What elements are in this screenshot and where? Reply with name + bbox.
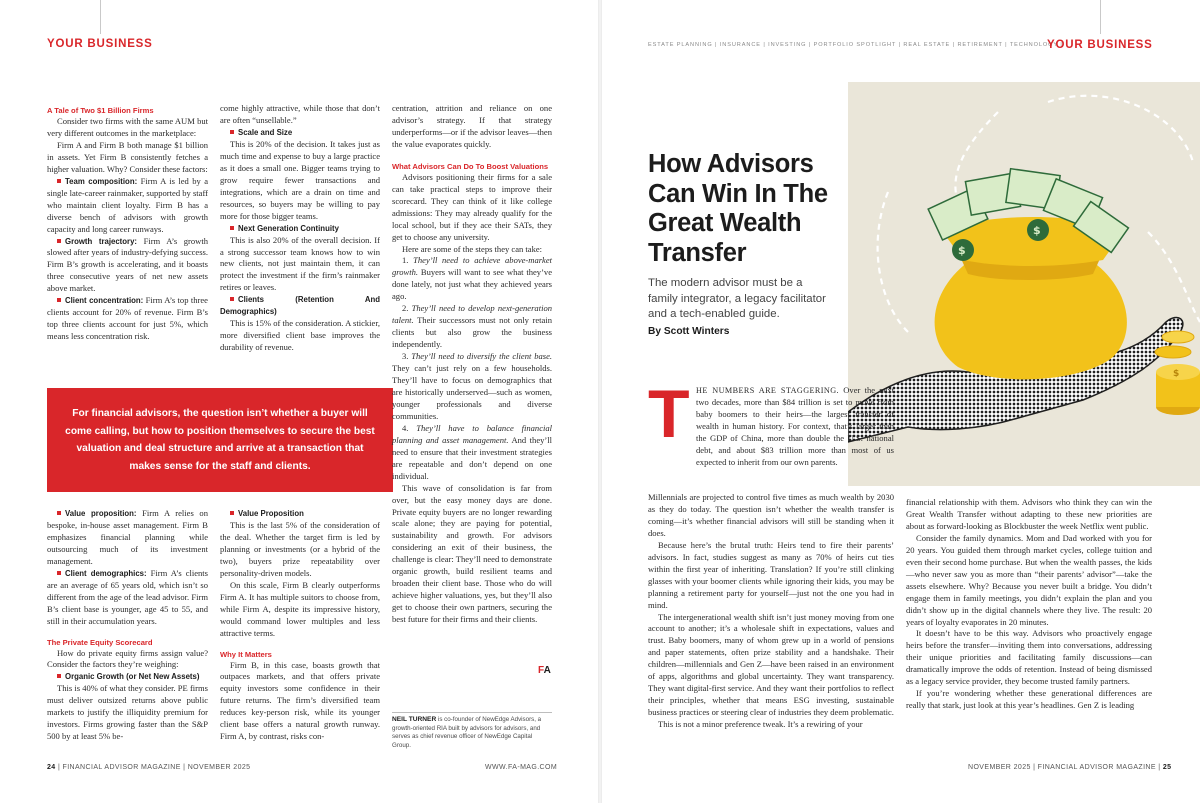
subhead-why: Why It Matters bbox=[220, 649, 272, 659]
step-2 bbox=[392, 303, 552, 351]
step-number: 1. bbox=[402, 255, 414, 266]
subhead-scale bbox=[220, 127, 380, 139]
bullet-text: Firm A relies on bespoke, in-house asset management. Firm B emphasizes financial planning while outsourcing much of its investment management. bbox=[47, 508, 208, 566]
step-number: 3. bbox=[402, 351, 412, 362]
fa-letter-a: A bbox=[543, 665, 551, 676]
paragraph: come highly attractive, while those that don’t are often “unsellable.” bbox=[220, 103, 380, 125]
section-header-right: YOUR BUSINESS bbox=[1047, 39, 1153, 51]
page-number: 24 bbox=[47, 764, 56, 771]
subhead-label: Next Generation Continuity bbox=[238, 223, 339, 233]
bullet-square-icon bbox=[230, 511, 234, 515]
hand-money-bag-illustration bbox=[848, 82, 1200, 486]
author-text: is co-founder of NewEdge Advisors, a growth-oriented RIA built by advisors for advisors, and serves as chief revenue officer of NewEdge Capital Group. bbox=[392, 716, 542, 749]
bullet-text: Firm A’s clients are an average of 65 years old, which isn’t so different from the age of the lead advisor. Firm B’s client base is younger, age 45 to 55, and still in their accumulation years. bbox=[47, 567, 209, 626]
article-title: How Advisors Can Win In The Great Wealth Transfer bbox=[648, 150, 828, 267]
paragraph: centration, attrition and reliance on one advisor’s strategy. If that strategy underperforms—or if the advisor leaves—then the value evaporates quickly. bbox=[392, 103, 552, 149]
subhead-what: What Advisors Can Do To Boost Valuations bbox=[392, 161, 549, 171]
paragraph: Here are some of the steps they can take: bbox=[402, 243, 543, 254]
lead-caps: HE NUMBERS ARE STAGGERING. bbox=[696, 386, 839, 395]
paragraph: Advisors positioning their firms for a sale can take practical steps to improve their scorecard. They can think of it like college admissions: They may already qualify for the local school, but if they ace their SATs, they get to choose any university. bbox=[392, 171, 552, 242]
bullet-square-icon bbox=[230, 297, 234, 301]
bullet-text: Firm A’s top three clients account for 20% of revenue. Firm B’s top three clients account for just 5%, which means less concentration risk. bbox=[47, 295, 208, 342]
paragraph: If you’re wondering whether these generational differences are really that stark, just look at this year’s headlines. Gen Z is leading bbox=[906, 688, 1152, 711]
paragraph: How do private equity firms assign value? Consider the factors they’re weighing: bbox=[47, 647, 208, 670]
bullet-square-icon bbox=[57, 179, 61, 183]
paragraph: This is also 20% of the overall decision. If a strong successor team knows how to win new clients, not just maintain them, it can protect the investment if the firm’s rainmaker retires or leaves. bbox=[220, 234, 380, 293]
lead-text: Over the next two decades, more than $84 trillion is set to move from baby boomers to their heirs—the largest transfer of wealth in human history. For context, that’s larger than the GDP of China, more than double the U.S. national debt, and about $83 trillion more than most of us expected to inherit from our own parents. bbox=[696, 385, 894, 467]
fa-letter-f: F bbox=[538, 665, 544, 676]
bullet-square-icon bbox=[57, 298, 61, 302]
section-header-left: YOUR BUSINESS bbox=[47, 38, 153, 50]
step-title: They’ll need to achieve above-market growth. bbox=[392, 255, 553, 278]
subhead-value-prop bbox=[220, 508, 380, 520]
dollar-sign: $ bbox=[1033, 224, 1041, 237]
step-text: And they’ll need to ensure that their investment strategies are repeatable and don’t depend on one individual. bbox=[392, 434, 552, 481]
bullet-square-icon bbox=[57, 571, 61, 575]
right-column-2 bbox=[906, 497, 1152, 712]
bullet-growth bbox=[47, 236, 208, 296]
bullet-concentration bbox=[47, 295, 208, 343]
byline: By Scott Winters bbox=[648, 326, 730, 337]
folio-left bbox=[47, 764, 250, 771]
left-column-2 bbox=[220, 103, 380, 354]
step-text: Their successors must not only retain clients but also grow the business independently. bbox=[392, 315, 552, 350]
bullet-text: Firm A is led by a single late-career rainmaker, supported by staff who maintain client loyalty. Firm B has a diverse bench of advisors with growth capacity and long career runways. bbox=[47, 175, 209, 234]
bullet-demographics bbox=[47, 568, 208, 628]
paragraph: This wave of consolidation is far from over, but the easy money days are done. Private equity buyers are no longer rewarding scale alone; they are paying for potential, sustainability and growth. For advisors considering an exit of their business, the challenge is clear: They’ll need to demonstrate organic growth, build resilient teams and broaden their client base. Those who do will achieve higher valuations, yes, but they’ll also get to choose their own partners, securing the best future for their firms and their clients. bbox=[392, 482, 552, 625]
paragraph: financial relationship with them. Advisors who think they can win the Great Wealth Transfer without adapting to these new priorities are about as forward-looking as Blockbuster the week Netflix went public. bbox=[906, 497, 1152, 531]
step-1 bbox=[392, 255, 552, 303]
step-3 bbox=[392, 351, 552, 423]
paragraph: It doesn’t have to be this way. Advisors who proactively engage heirs before the transfer—inviting them into conversations, addressing their unique priorities and facilitating family discussions—can dramatically improve the odds of retention. Instead of being dismissed as a legacy service provider, they become trusted family partners. bbox=[906, 628, 1152, 687]
bullet-square-icon bbox=[57, 674, 61, 678]
divider bbox=[392, 712, 552, 713]
bullet-square-icon bbox=[230, 226, 234, 230]
page-gutter bbox=[598, 0, 602, 803]
paragraph: This is 40% of what they consider. PE firms must deliver outsized returns above public markets to justify the illiquidity premium for investors. Firms growing faster than the S&P 500 by at least 5% be- bbox=[47, 683, 208, 742]
paragraph: Because here’s the brutal truth: Heirs tend to fire their parents’ advisors. In fact, studies suggest as many as 70% of heirs cut ties within the first year of inheriting. Translation? If you’re still clinking glasses with your boomer clients while ignoring their kids, you may be planning a retirement party for yourself—just not the one you had in mind. bbox=[648, 539, 894, 610]
folio-text: | FINANCIAL ADVISOR MAGAZINE | NOVEMBER 2025 bbox=[57, 764, 251, 771]
pull-quote: For financial advisors, the question isn’t whether a buyer will come calling, but how to position themselves to secure the best valuation and deal structure and arrive at a transaction that makes sense for the staff and clients. bbox=[47, 388, 393, 492]
bullet-label: Value proposition: bbox=[65, 509, 137, 518]
bullet-text: Firm A’s growth slowed after years of industry-defying success. Firm B’s growth is accelerating, and it boasts three consecutive years of net new assets above market. bbox=[47, 235, 208, 294]
subhead-next-gen bbox=[220, 223, 380, 235]
article-dek: The modern advisor must be a family integrator, a legacy facilitator and a tech-enabled guide. bbox=[648, 277, 826, 321]
step-title: They’ll have to balance financial planning and asset management. bbox=[392, 422, 553, 445]
bullet-team bbox=[47, 176, 208, 236]
bullet-label: Client concentration: bbox=[65, 296, 144, 306]
paragraph: Firm B, in this case, boasts growth that outpaces markets, and that offers private equity investors some confidence in their future returns. The firm’s diversified team reduces key-person risk, while its younger client base offers a natural growth runway. Firm A, by contrast, risks con- bbox=[220, 659, 380, 742]
folio-url: WWW.FA-MAG.COM bbox=[485, 764, 558, 771]
left-column-3 bbox=[392, 103, 552, 626]
paragraph: Millennials are projected to control five times as much wealth by 2030 as they do today. The question isn’t whether the wealth transfer is coming—it’s whether financial advisors will still be standing when it does. bbox=[648, 492, 894, 538]
subhead-label: Clients (Retention And Demographics) bbox=[220, 295, 380, 317]
left-column-1 bbox=[47, 103, 208, 343]
bullet-label: Client demographics: bbox=[65, 568, 147, 578]
author-name: NEIL TURNER bbox=[392, 716, 437, 723]
subhead-tale: A Tale of Two $1 Billion Firms bbox=[47, 106, 154, 115]
paragraph: Consider the family dynamics. Mom and Dad worked with you for 20 years. You guided them through market cycles, college tuition and even their second home purchase. But when the wealth passes, the kids—who never saw you as more than “their parents’ advisor”—take the assets elsewhere. Why? Because you never built a bridge. You didn’t engage them in family meetings, you didn’t explain the plan and you didn’t show up in the digital channels where they live. The result: 20 years of loyalty evaporates in 20 minutes. bbox=[906, 532, 1152, 627]
author-bio bbox=[392, 716, 552, 750]
bullet-label: Team composition: bbox=[65, 176, 138, 186]
folio-right bbox=[968, 764, 1171, 771]
drop-cap: T bbox=[648, 376, 690, 452]
folio-text: NOVEMBER 2025 | FINANCIAL ADVISOR MAGAZINE | bbox=[968, 764, 1161, 771]
bullet-square-icon bbox=[57, 511, 61, 515]
paragraph: Firm A and Firm B both manage $1 billion in assets. Yet Firm B consistently fetches a higher valuation. Why? Consider these factors: bbox=[47, 139, 208, 174]
paragraph: This is not a minor preference tweak. It’s a rewiring of your bbox=[658, 719, 863, 730]
step-text: They can’t just rely on a few households. They’ll have to focus on demographics that are historically underserved—such as women, younger professionals and diverse communities. bbox=[392, 363, 552, 421]
bullet-square-icon bbox=[57, 239, 61, 243]
step-text: Buyers will want to see what they’ve done lately, not just what they achieved years ago. bbox=[392, 267, 552, 302]
left-column-1b bbox=[47, 508, 208, 743]
subhead-pe: The Private Equity Scorecard bbox=[47, 637, 153, 647]
dashed-trail bbox=[1148, 232, 1200, 322]
subhead-label: Scale and Size bbox=[238, 127, 293, 137]
step-number: 2. bbox=[402, 303, 412, 314]
bullet-label: Growth trajectory: bbox=[65, 236, 138, 246]
step-title: They’ll need to develop next-generation talent. bbox=[392, 303, 552, 326]
paragraph: The intergenerational wealth shift isn’t just money moving from one account to another; it’s a wholesale shift in expectations, values and trust. Baby boomers, many of whom grew up in a world of pensions and paper statements, often prize stability and a handshake. Their children—millennials and Gen Z—have been raised in an environment of apps, algorithms and global uncertainty. They want transparency. They want digital-first service. And they want their portfolios to reflect their principles, whether that means ESG investing, sustainable business practices or steering clear of industries they deem problematic. bbox=[648, 611, 894, 718]
coin-dollar-sign: $ bbox=[1173, 369, 1180, 379]
paragraph: This is the last 5% of the consideration of the deal. Whether the target firm is led by planning or investments (or a hybrid of the two), buyers prize repeatability over personality-driven models. bbox=[220, 520, 380, 578]
bullet-value-prop bbox=[47, 508, 208, 568]
left-column-2b bbox=[220, 508, 380, 743]
page-number: 25 bbox=[1162, 764, 1172, 771]
right-column-1b bbox=[648, 492, 894, 731]
subhead-label: Value Proposition bbox=[238, 509, 304, 518]
step-4 bbox=[392, 423, 552, 483]
step-number: 4. bbox=[402, 422, 417, 433]
trim-mark bbox=[1100, 0, 1101, 34]
dashed-trail bbox=[878, 192, 908, 332]
bullet-square-icon bbox=[230, 130, 234, 134]
dashed-trail bbox=[1048, 96, 1193, 162]
subhead-label: Organic Growth (or Net New Assets) bbox=[65, 672, 200, 682]
trim-mark bbox=[100, 0, 101, 34]
step-title: They’ll need to diversify the client base. bbox=[411, 351, 552, 362]
paragraph: Consider two firms with the same AUM but very different outcomes in the marketplace: bbox=[47, 116, 208, 138]
subhead-organic bbox=[47, 671, 208, 683]
paragraph: This is 20% of the decision. It takes just as much time and expense to buy a large practice as it does a small one. Bigger teams trying to grow require fewer transactions and integrations, which are a drain on time and resources, so buyers may be willing to pay more for those bigger teams. bbox=[220, 138, 380, 221]
subhead-clients bbox=[220, 294, 380, 318]
paragraph: This is 15% of the consideration. A stickier, more diversified client base improves the durability of revenue. bbox=[220, 318, 380, 353]
dollar-sign: $ bbox=[958, 244, 966, 257]
section-nav: ESTATE PLANNING | INSURANCE | INVESTING | PORTFOLIO SPOTLIGHT | REAL ESTATE | RETIREMENT | TECHNOLOGY | bbox=[648, 42, 1063, 48]
fa-end-mark bbox=[538, 665, 550, 676]
paragraph: On this scale, Firm B clearly outperforms Firm A. It has multiple suitors to choose from, while Firm A, despite its impressive history, would command lower multiples and less attractive terms. bbox=[220, 579, 380, 638]
